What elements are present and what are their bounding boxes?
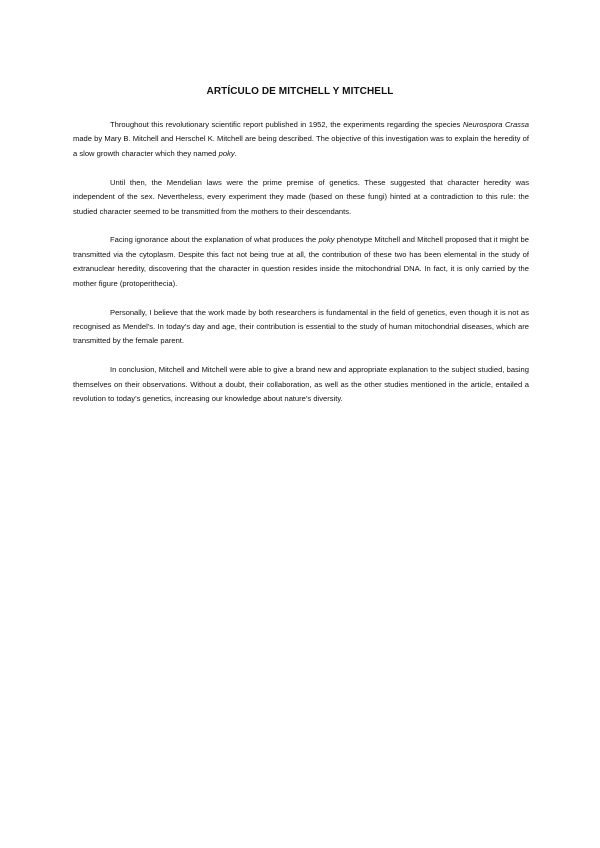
paragraph [73, 363, 529, 406]
paragraph [73, 118, 529, 161]
paragraph [73, 176, 529, 219]
paragraph-text: . [234, 148, 237, 158]
paragraph [73, 233, 529, 291]
paragraph-text: made by Mary B. Mitchell and Herschel K. Mitchell are being described. The objective of this investigation was to explain the heredity of a slow growth character which they named [73, 134, 529, 158]
document-title: ARTÍCULO DE MITCHELL Y MITCHELL [206, 86, 394, 97]
paragraph-text: Until then, the Mendelian laws were the prime premise of genetics. These suggested that character heredity was independent of the sex. Nevertheless, every experiment they made (based on these fungi) hinted at a contradiction to this rule: the studied character seemed to be transmitted from the mothers to their descendants. [73, 177, 529, 216]
italic-text: poky [318, 235, 335, 245]
document-body [73, 118, 529, 421]
paragraph [73, 306, 529, 349]
paragraph-text: In conclusion, Mitchell and Mitchell were able to give a brand new and appropriate explanation to the subject studied, basing themselves on their observations. Without a doubt, their collaboration, as well as the other studies mentioned in the article, entailed a revolution to today’s genetics, increasing our knowledge about nature’s diversity. [73, 365, 529, 404]
italic-text: Neurospora Crassa [462, 120, 530, 129]
paragraph-text: Personally, I believe that the work made by both researchers is fundamental in the field of genetics, even though it is not as recognised as Mendel’s. In today’s day and age, their contribution is essential to the study of human mitochondrial diseases, which are transmitted by the female parent. [73, 307, 529, 346]
paragraph-text: Throughout this revolutionary scientific report published in 1952, the experiments regarding the species [110, 120, 463, 129]
paragraph-text: phenotype Mitchell and Mitchell proposed that it might be transmitted via the cytoplasm. Despite this fact not being true at all, the contribution of these two has been elemental in the study of extranuclear heredity, discovering that the character in question resides inside the mitochondrial DNA. In fact, it is only carried by the mother figure (protoperithecia). [73, 235, 529, 288]
paragraph-text: Facing ignorance about the explanation of what produces the [110, 235, 319, 245]
italic-text: poky [218, 148, 235, 158]
